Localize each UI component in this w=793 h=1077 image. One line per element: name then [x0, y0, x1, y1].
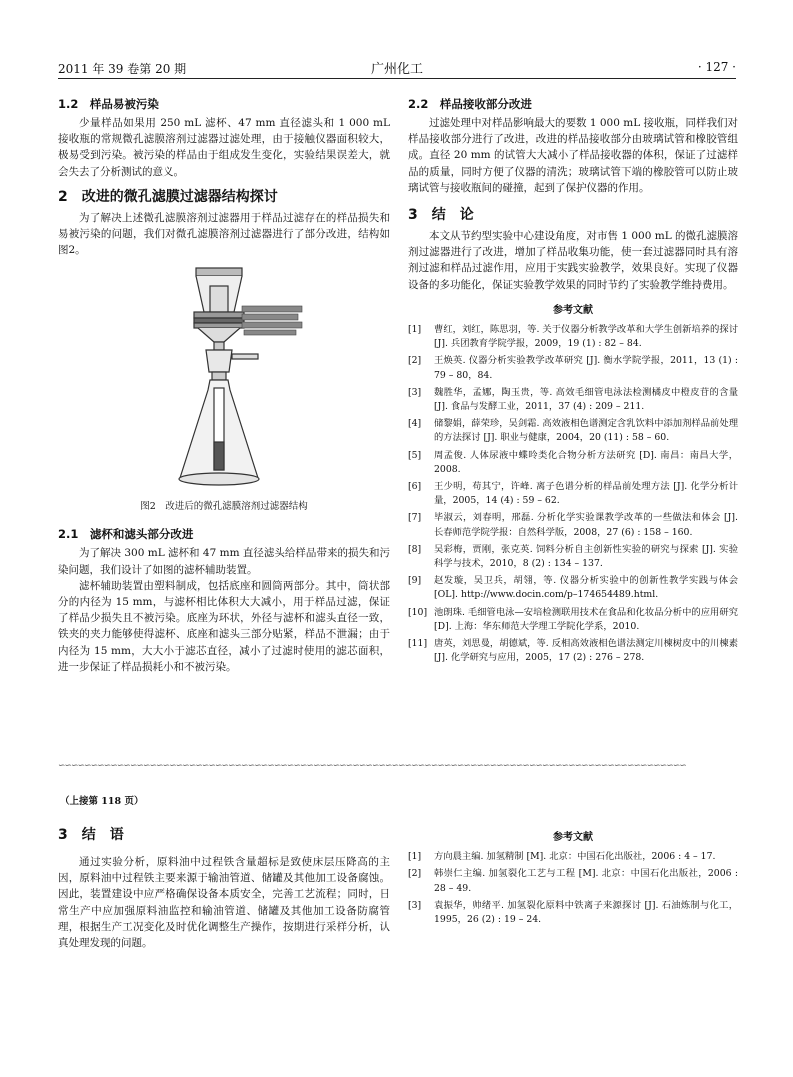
reference-number: [10]	[408, 606, 428, 618]
reference-text: 方向晨主编. 加氢精制 [M]. 北京：中国石化出版社，2006 : 4 – 17.	[434, 851, 716, 863]
reference-number: [7]	[408, 512, 422, 524]
paragraph: 通过实验分析，原料油中过程铁含量超标是致使床层压降高的主因，原料油中过程铁主要来源于输油管道、储罐及其他加工设备腐蚀。因此，装置建设中应严格确保设备本质安全，完善工艺流程；同时，日常生产中应加强原料油监控和输油管道、储罐及其他加工设备防腐管理，根据生产工况变化及时优化调整生产操作，按期进行采样分析，认真处理发现的问题。	[58, 856, 390, 950]
reference-number: [6]	[408, 481, 422, 493]
reference-text: 储黎娟，薛荣珍，吴剑霜. 高效液相色谱测定含乳饮料中添加剂样品前处理的方法探讨 [J]. 职业与健康，2004，20 (11) : 58 – 60.	[434, 418, 738, 444]
reference-item	[408, 867, 738, 895]
paragraph: 本文从节约型实验中心建设角度，对市售 1 000 mL 的微孔滤膜溶剂过滤器进行了改进，增加了样品收集功能，使一套过滤器同时具有溶剂过滤和样品过滤作用，应用于实践实验教学，效果良好。实现了仪器设备的多功能化，保证实验教学效果的同时节约了实验教学维持费用。	[408, 230, 739, 291]
section-heading: 3 结 语	[58, 827, 124, 843]
reference-text: 王焕英. 仪器分析实验教学改革研究 [J]. 衡水学院学报，2011，13 (1) : 79 – 80，84.	[434, 355, 738, 381]
reference-item	[408, 606, 738, 634]
paragraph: 为了解决 300 mL 滤杯和 47 mm 直径滤头给样品带来的损失和污染问题，我们设计了如图的滤杯辅助装置。	[58, 547, 390, 576]
paragraph: 滤杯辅助装置由塑料制成，包括底座和圆筒两部分。其中，筒状部分的内径为 15 mm，与滤杯相比体积大大减小，用于样品过滤，保证了样品少损失且不被污染。底座为环状，外径与滤杯和滤头直径一致，铁夹的夹力能够使得滤杯、底座和滤头三部分贴紧，样品不泄漏；由于内径为 15 mm，大大小于滤芯直径，减小了过滤时使用的滤芯面积，进一步保证了样品损耗小和不被污染。	[58, 579, 390, 673]
reference-number: [8]	[408, 543, 422, 555]
reference-number: [11]	[408, 638, 428, 650]
reference-text: 韩崇仁主编. 加氢裂化工艺与工程 [M]. 北京：中国石化出版社，2006 : 28 – 49.	[434, 868, 738, 894]
filter-apparatus-figure	[58, 262, 390, 497]
section-heading: 3 结 论	[408, 207, 474, 224]
paragraph: 少量样品如果用 250 mL 滤杯、47 mm 直径滤头和 1 000 mL 接收瓶的常规微孔滤膜溶剂过滤器过滤处理，由于接触仪器面积较大，极易受到污染。被污染的样品由于组成发生变化，实验结果误差大，就会失去了分析测试的意义。	[58, 117, 390, 178]
section-heading: 2.2 样品接收部分改进	[408, 97, 532, 111]
section-heading: 2.1 滤杯和滤头部分改进	[58, 527, 194, 542]
bottom-left-column	[58, 822, 390, 951]
reference-text: 周孟俊. 人体尿液中蝶呤类化合物分析方法研究 [D]. 南昌：南昌大学，2008.	[434, 449, 738, 475]
reference-item	[408, 850, 738, 864]
reference-text: 毕淑云，刘春明，邢磊. 分析化学实验课教学改革的一些做法和体会 [J]. 长春师范学院学报：自然科学版，2008，27 (6) : 158 – 160.	[434, 512, 738, 538]
reference-number: [9]	[408, 575, 422, 587]
reference-item	[408, 899, 738, 927]
section-heading: 1.2 样品易被污染	[58, 97, 159, 111]
reference-number: [1]	[408, 324, 422, 336]
reference-text: 王少明，苟其宁，许峰. 离子色谱分析的样品前处理方法 [J]. 化学分析计量，2005，14 (4) : 59 – 62.	[434, 481, 738, 507]
reference-number: [2]	[408, 355, 422, 367]
reference-item	[408, 354, 738, 382]
reference-text: 袁振华，帅绪平. 加氢裂化原料中铁离子来源探讨 [J]. 石油炼制与化工，1995，26 (2) : 19 – 24.	[434, 899, 738, 926]
left-column	[58, 93, 390, 675]
reference-number: [3]	[408, 386, 422, 398]
reference-number: [2]	[408, 868, 422, 880]
paragraph: 过滤处理中对样品影响最大的要数 1 000 mL 接收瓶，同样我们对样品接收部分进行了改进，改进的样品接收部分由玻璃试管和橡胶管组成。直径 20 mm 的试管大大减小了样品接收器的体积，保证了过滤样品的质量，同时方便了仪器的清洗；玻璃试管下端的橡胶管可以防止玻璃试管与接收瓶间的碰撞，起到了保护仪器的作用。	[408, 117, 739, 194]
page-header	[58, 58, 736, 79]
reference-item	[408, 511, 738, 539]
reference-number: [5]	[408, 449, 422, 461]
bottom-right-column	[408, 830, 738, 930]
reference-number: [3]	[408, 899, 422, 911]
reference-item	[408, 637, 738, 665]
section-heading: 2 改进的微孔滤膜过滤器结构探讨	[58, 188, 278, 205]
continued-note: （上接第 118 页）	[60, 796, 144, 807]
reference-number: [4]	[408, 418, 422, 430]
journal-issue: 2011 年 39 卷第 20 期	[58, 62, 187, 76]
reference-text: 吴彩梅，贾刚，张克英. 饲料分析自主创新性实验的研究与探索 [J]. 实验科学与技术，2010，8 (2) : 134 – 137.	[434, 543, 738, 570]
section-divider: ∽∽∽∽∽∽∽∽∽∽∽∽∽∽∽∽∽∽∽∽∽∽∽∽∽∽∽∽∽∽∽∽∽∽∽∽∽∽∽∽∽∽∽∽∽∽∽∽∽∽∽∽∽∽∽∽∽∽∽∽∽∽∽∽∽∽∽∽∽∽∽∽∽∽∽∽∽∽∽∽∽∽∽∽∽∽∽∽∽∽∽∽∽∽∽∽	[58, 762, 686, 770]
reference-number: [1]	[408, 851, 422, 863]
references-title: 参考文献	[553, 832, 593, 843]
reference-text: 赵发璇，吴卫兵，胡翎，等. 仪器分析实验中的创新性教学实践与体会 [OL]. http://www.docin.com/p–174654489.html.	[434, 575, 738, 601]
reference-item	[408, 417, 738, 445]
reference-list	[408, 323, 738, 665]
reference-item	[408, 323, 738, 351]
references-title: 参考文献	[553, 304, 593, 316]
reference-text: 唐英，刘思曼，胡德斌，等. 反相高效液相色谱法测定川楝树皮中的川楝素 [J]. 化学研究与应用，2005，17 (2) : 276 – 278.	[434, 638, 738, 664]
reference-list	[408, 850, 738, 927]
reference-item	[408, 574, 738, 602]
paragraph: 为了解决上述微孔滤膜溶剂过滤器用于样品过滤存在的样品损失和易被污染的问题，我们对微孔滤膜溶剂过滤器进行了部分改进，结构如图2。	[58, 211, 390, 257]
page-number: · 127 ·	[697, 60, 736, 74]
right-column	[408, 93, 738, 669]
filter-apparatus-drawing	[58, 262, 390, 497]
journal-title: 广州化工	[370, 62, 423, 77]
reference-text: 池朗珠. 毛细管电泳—安培检测联用技术在食品和化妆品分析中的应用研究 [D]. 上海：华东师范大学理工学院化学系，2010.	[434, 606, 738, 632]
reference-text: 曹红，刘红，陈思羽，等. 关于仪器分析教学改革和大学生创新培养的探讨 [J]. 兵团教育学院学报，2009，19 (1) : 82 – 84.	[434, 324, 738, 350]
reference-item	[408, 386, 738, 414]
reference-item	[408, 543, 738, 571]
reference-item	[408, 449, 738, 477]
reference-item	[408, 480, 738, 508]
reference-text: 魏胜华，孟娜，陶玉贵，等. 高效毛细管电泳法检测橘皮中橙皮苷的含量 [J]. 食品与发酵工业，2011，37 (4) : 209 – 211.	[434, 386, 738, 413]
figure-caption: 图2 改进后的微孔滤膜溶剂过滤器结构	[140, 501, 308, 513]
